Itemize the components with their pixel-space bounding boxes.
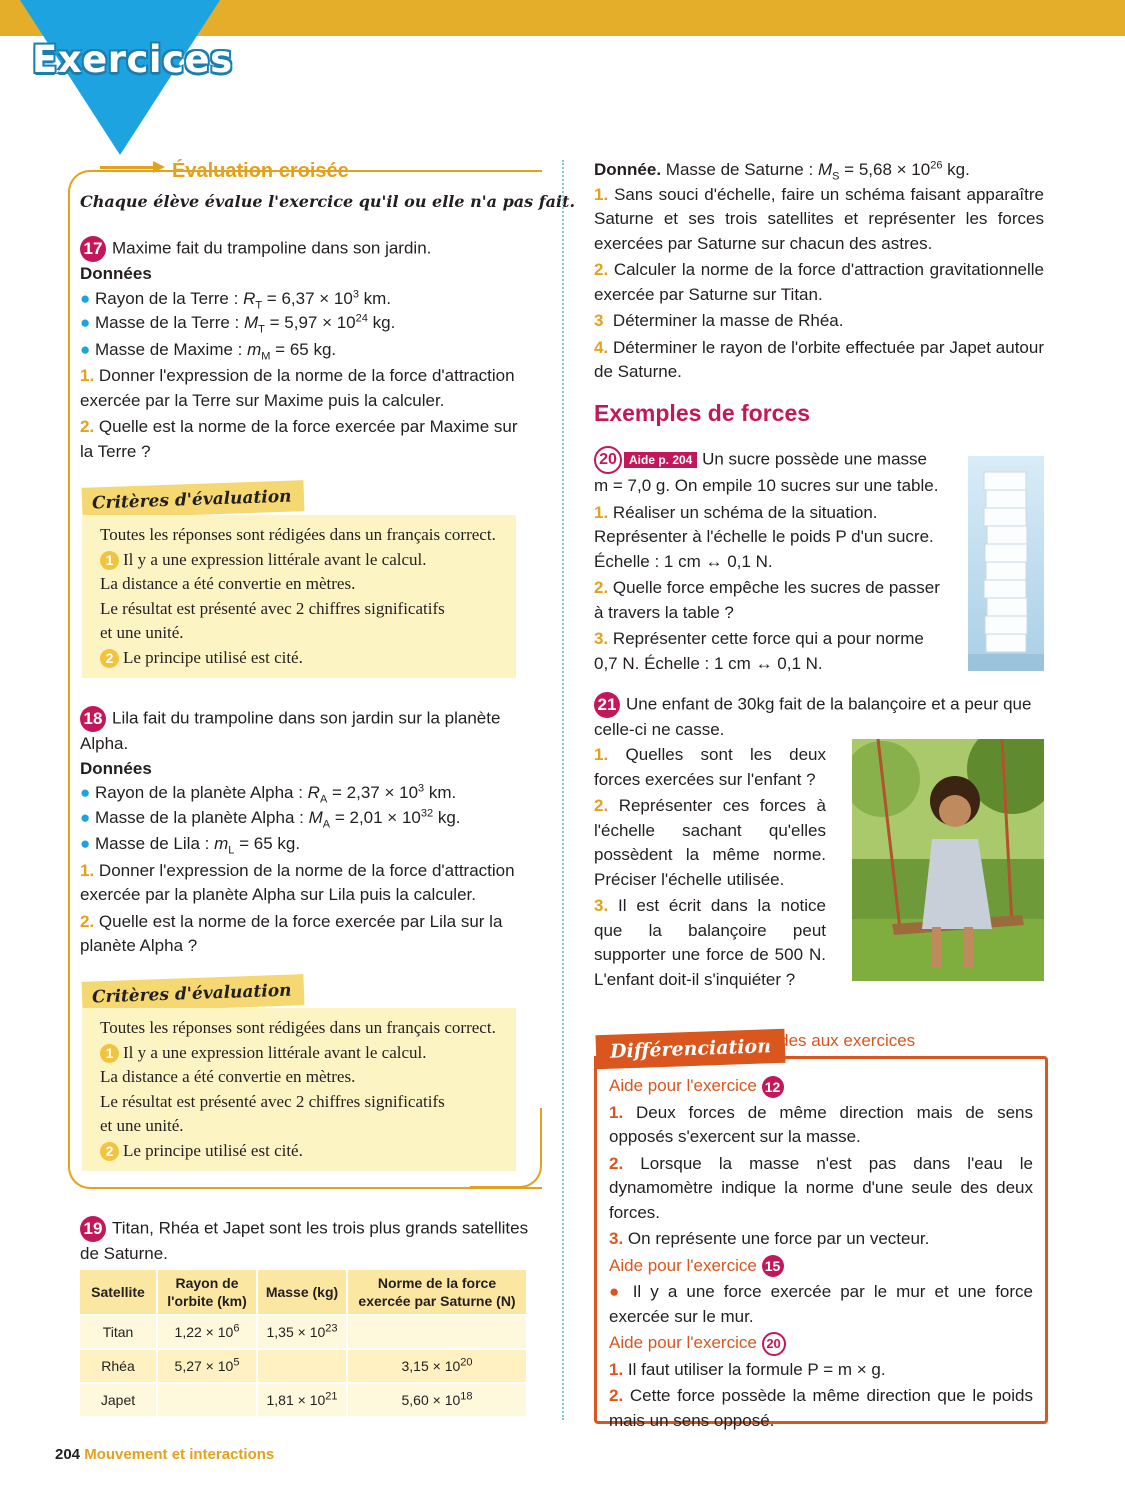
table-cell [257,1349,347,1383]
aide-20-2: Cette force possède la même direction que le poids mais un sens opposé. [609,1386,1033,1430]
exercise-21-questions: 1. Quelles sont les deux forces exercées sur l'enfant ? 2. Représenter ces forces à l'échelle sachant qu'elles possèdent la même norme. Préciser l'échelle utilisée. 3. Il est écrit dans la notice que la balançoire peut supporter une force de 500 N. L'enfant doit-il s'inquiéter ? [594,745,826,989]
table-cell: Rhéa [80,1349,157,1383]
criteria-6: Le principe utilisé est cité. [123,647,303,667]
ex20-q3: Représenter cette force qui a pour norme 0,7 N. Échelle : 1 cm ↔ 0,1 N. [594,629,924,673]
table-header: Satellite [80,1270,157,1315]
aide-20-1: Il faut utiliser la formule P = m × g. [627,1359,886,1379]
eval-title: Évaluation croisée [172,160,349,182]
satellite-table-wrap [80,1270,528,1416]
criteria-num-1: 1 [100,551,119,570]
ex17-q2: Quelle est la norme de la force exercée par Maxime sur la Terre ? [80,417,518,461]
ex19-q1: Sans souci d'échelle, faire un schéma faisant apparaître Saturne et ses trois satellites et représenter les forces exercées par Saturne sur chacun des astres. [594,184,1044,253]
ex21-q2: Représenter ces forces à l'échelle sachant qu'elles possèdent la même norme. Préciser l'échelle utilisée. [594,796,826,889]
aide-12-1: Deux forces de même direction mais de sens opposés s'exercent sur la masse. [609,1102,1033,1146]
ex18-data-3: ● Masse de Lila : $m_L = 65$ kg. [80,834,301,857]
criteria-num-1: 1 [100,1044,119,1063]
table-cell [157,1383,257,1416]
footer [55,1446,274,1463]
exercise-number: 18 [80,706,106,732]
differenciation-content: Aide pour l'exercice 12 1. Deux forces de même direction mais de sens opposés s'exercent sur la masse. 2. Lorsque la masse n'est pas dans l'eau le dynamomètre indique la norme d'une seule des deux forces. 3. On représente une force par un vecteur. Aide pour l'exercice 15 ● Il y a une force exercée par le mur et une force exercée sur le mur. Aide pour l'exercice 20 1. Il faut utiliser la formule P = m × g. 2. Cette force possède la même direction que le poids mais un sens opposé. [609,1076,1033,1430]
criteria-4: Le résultat est présenté avec 2 chiffres significatifs [100,1091,445,1111]
aide-number: 20 [762,1332,786,1356]
satellite-table [80,1270,528,1416]
ex17-data-1: ● Rayon de la Terre : $R_T = 6,37 \times 10^3$ km. [80,287,392,311]
ex21-intro: Une enfant de 30kg fait de la balançoire et a peur que celle-ci ne casse. [594,694,1032,739]
exercise-number: 17 [80,236,106,262]
exercise-17: 17 Maxime fait du trampoline dans son jardin. Données ● Rayon de la Terre : $R_T = 6,37 \times 10^3$ km. ● Masse de la Terre : $M_T = 5,97 \times 10^{24}$ kg. ● Masse de Maxime : $m_M = 65$ kg. 1. Donner l'expression de la norme de la force d'attraction exercée par la Terre sur Maxime puis la calculer. 2. Quelle est la norme de la force exercée par Maxime sur la Terre ? [80,236,532,464]
exercise-19-cont: Donnée. Masse de Saturne : $M_S = 5,68 \times 10^{26}$ kg. 1. Sans souci d'échelle, faire un schéma faisant apparaître Saturne et ses trois satellites et représenter les forces exercées par Saturne sur chacun des astres. 2. Calculer la norme de la force d'attraction gravitationnelle exercée par Saturne sur Titan. 3 Déterminer la masse de Rhéa. 4. Déterminer le rayon de l'orbite effectuée par Japet autour de Saturne. [594,159,1044,381]
ex20-intro: Un sucre possède une masse m = 7,0 g. On empile 10 sucres sur une table. [594,449,939,495]
differenciation-subtitle: Aides aux exercices [764,1031,916,1050]
ex18-data-1: ● Rayon de la planète Alpha : $R_A = 2,37 \times 10^3$ km. [80,782,457,806]
criteria-num-2: 2 [100,649,119,668]
criteria-2: Il y a une expression littérale avant le calcul. [123,1042,427,1062]
differenciation-tab: Différenciation [595,1029,785,1070]
criteria-title: Critères d'évaluation [82,974,304,1013]
sugar-stack-photo [968,456,1044,671]
page-logo: Exercices [32,38,233,81]
table-cell: $1,35 \times 10^{23}$ [257,1315,347,1349]
criteria-box-1 [82,515,516,678]
ex20-q2: Quelle force empêche les sucres de passer à travers la table ? [594,578,940,622]
aide-title: Aide pour l'exercice [609,1333,757,1352]
ex18-intro: Lila fait du trampoline dans son jardin sur la planète Alpha. [80,708,501,753]
aide-number: 15 [762,1255,784,1277]
page-number: 204 [55,1446,81,1463]
exercise-number: 20 [594,446,622,474]
table-cell: $3,15 \times 10^{20}$ [347,1349,527,1383]
eval-subtitle: Chaque élève évalue l'exercice qu'il ou elle n'a pas fait. [80,192,576,211]
criteria-title: Critères d'évaluation [82,480,304,519]
criteria-box-2 [82,1008,516,1171]
ex20-q1: Réaliser un schéma de la situation. Représenter à l'échelle le poids P d'un sucre. Échelle : 1 cm ↔ 0,1 N. [594,502,934,571]
table-cell: $5,60 \times 10^{18}$ [347,1383,527,1416]
table-header: Rayon de l'orbite (km) [157,1270,257,1315]
ex17-q1: Donner l'expression de la norme de la force d'attraction exercée par la Terre sur Maxime puis la calculer. [80,366,515,410]
table-row [80,1383,527,1416]
swing-photo [852,739,1044,981]
section-title: Exemples de forces [594,400,811,426]
table-cell: $1,22 \times 10^6$ [157,1315,257,1349]
ex18-data-2: ● Masse de la planète Alpha : $M_A = 2,01 \times 10^{32}$ kg. [80,806,461,830]
table-cell: $5,27 \times 10^5$ [157,1349,257,1383]
criteria-4: Le résultat est présenté avec 2 chiffres significatifs [100,598,445,618]
criteria-6: Le principe utilisé est cité. [123,1140,303,1160]
aide-12-2: Lorsque la masse n'est pas dans l'eau le dynamomètre indique la norme d'une seule des deux forces. [609,1153,1033,1222]
aide-15-1: Il y a une force exercée par le mur et une force exercée sur le mur. [609,1282,1033,1326]
table-row [80,1349,527,1383]
criteria-3: La distance a été convertie en mètres. [100,574,356,593]
criteria-num-2: 2 [100,1142,119,1161]
ex17-data-label: Données [80,264,152,283]
ex19-donnee: Donnée. Masse de Saturne : $M_S = 5,68 \times 10^{26}$ kg. [594,159,970,183]
table-header: Norme de la force exercée par Saturne (N) [347,1270,527,1315]
ex17-intro: Maxime fait du trampoline dans son jardin. [112,238,432,258]
table-row [80,1315,527,1349]
exercise-18: 18 Lila fait du trampoline dans son jardin sur la planète Alpha. Données ● Rayon de la planète Alpha : $R_A = 2,37 \times 10^3$ km. ● Masse de la planète Alpha : $M_A = 2,01 \times 10^{32}$ kg. ● Masse de Lila : $m_L = 65$ kg. 1. Donner l'expression de la norme de la force d'attraction exercée par la planète Alpha sur Lila puis la calculer. 2. Quelle est la norme de la force exercée par Lila sur la planète Alpha ? [80,706,532,959]
criteria-2: Il y a une expression littérale avant le calcul. [123,549,427,569]
ex18-q2: Quelle est la norme de la force exercée par Lila sur la planète Alpha ? [80,911,503,955]
ex17-data-2: ● Masse de la Terre : $M_T = 5,97 \times 10^{24}$ kg. [80,312,396,336]
exercise-number: 19 [80,1216,106,1242]
aide-number: 12 [762,1076,784,1098]
table-cell: $1,81 \times 10^{21}$ [257,1383,347,1416]
table-cell: Japet [80,1383,157,1416]
exercise-19 [80,1216,532,1267]
ex19-q2: Calculer la norme de la force d'attraction gravitationnelle exercée par Saturne sur Titan. [594,260,1044,304]
criteria-1: Toutes les réponses sont rédigées dans un français correct. [100,1018,496,1037]
aide-12-3: On représente une force par un vecteur. [627,1229,930,1248]
ex19-q3: Déterminer la masse de Rhéa. [612,311,844,330]
criteria-5: et une unité. [100,1116,184,1135]
criteria-1: Toutes les réponses sont rédigées dans un français correct. [100,525,496,544]
chapter-title: Mouvement et interactions [84,1446,275,1463]
ex18-q1: Donner l'expression de la norme de la force d'attraction exercée par la planète Alpha sur Lila puis la calculer. [80,860,515,904]
ex19-q4: Déterminer le rayon de l'orbite effectuée par Japet autour de Saturne. [594,337,1044,381]
column-separator [562,160,564,1420]
aide-title: Aide pour l'exercice [609,1255,757,1275]
aide-badge[interactable]: Aide p. 204 [624,452,697,468]
table-cell [347,1315,527,1349]
table-cell: Titan [80,1315,157,1349]
aide-title: Aide pour l'exercice [609,1076,757,1095]
arrow-icon [153,161,165,173]
criteria-3: La distance a été convertie en mètres. [100,1067,356,1086]
eval-arrow-line [100,166,155,169]
table-header: Masse (kg) [257,1270,347,1315]
ex19-intro: Titan, Rhéa et Japet sont les trois plus grands satellites de Saturne. [80,1218,529,1263]
exercise-20: 20 Aide p. 204 Un sucre possède une masse m = 7,0 g. On empile 10 sucres sur une table. 1. Réaliser un schéma de la situation. Représenter à l'échelle le poids P d'un sucre. Échelle : 1 cm ↔ 0,1 N. 2. Quelle force empêche les sucres de passer à travers la table ? 3. Représenter cette force qui a pour norme 0,7 N. Échelle : 1 cm ↔ 0,1 N. [594,446,942,676]
criteria-5: et une unité. [100,623,184,642]
ex18-data-label: Données [80,758,152,778]
exercise-21 [594,692,1044,743]
exercise-number: 21 [594,692,620,718]
ex17-data-3: ● Masse de Maxime : $m_M = 65$ kg. [80,339,337,362]
ex21-q1: Quelles sont les deux forces exercées sur l'enfant ? [594,745,826,789]
ex21-q3: Il est écrit dans la notice que la balançoire peut supporter une force de 500 N. L'enfant doit-il s'inquiéter ? [594,896,826,989]
